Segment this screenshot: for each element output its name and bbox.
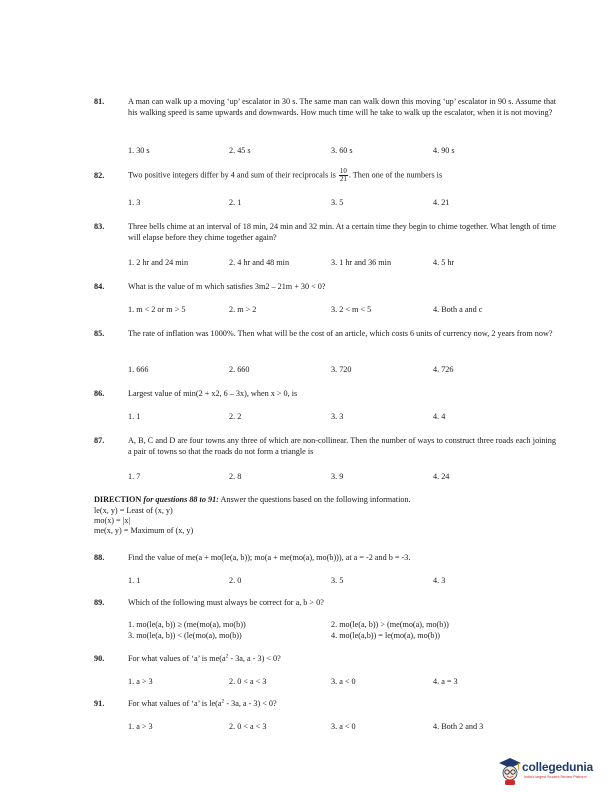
options-82 xyxy=(128,198,558,210)
question-number: 90. xyxy=(94,654,105,663)
option-3: 3. 5 xyxy=(331,576,344,585)
definition-mo: mo(x) = |x| xyxy=(94,515,131,525)
question-text: A man can walk up a moving ‘up’ escalator in 30 s. The same man can walk down this moving ‘up’ escalator in 90 s. Assume that his walking speed is same upwards and downwards. How much time will he take to walk up the escalator, when it is not moving? xyxy=(128,97,556,117)
direction-range: for questions 88 to 91: xyxy=(143,495,219,504)
question-89 xyxy=(94,598,556,609)
option-3: 3. 1 hr and 36 min xyxy=(331,258,392,267)
fraction-denominator: 21 xyxy=(339,175,347,183)
option-2: 2. mo(le(a, b)) > (me(mo(a), mo(b)) xyxy=(331,620,449,629)
question-text: Find the value of me(a + mo(le(a, b)); mo(a + me(mo(a), mo(b))), at a = -2 and b = -3. xyxy=(128,553,411,562)
question-number: 82. xyxy=(94,171,105,180)
question-number: 88. xyxy=(94,553,105,562)
question-90 xyxy=(94,654,556,665)
question-86 xyxy=(94,389,556,400)
option-4: 4. 21 xyxy=(433,198,450,207)
option-4: 4. Both 2 and 3 xyxy=(433,722,484,731)
option-1: 1. a > 3 xyxy=(128,722,153,731)
option-1: 1. a > 3 xyxy=(128,677,153,686)
option-4: 4. 24 xyxy=(433,472,450,481)
question-number: 87. xyxy=(94,436,105,445)
option-2: 2. 0 xyxy=(229,576,242,585)
option-3: 3. mo(le(a, b)) < (le(mo(a), mo(b)) xyxy=(128,631,242,640)
option-3: 3. 5 xyxy=(331,198,344,207)
options-89 xyxy=(128,620,558,642)
option-1: 1. 1 xyxy=(128,412,141,421)
question-number: 83. xyxy=(94,222,105,231)
question-number: 86. xyxy=(94,389,105,398)
question-88 xyxy=(94,553,556,564)
option-4: 4. 726 xyxy=(433,365,454,374)
definition-le: le(x, y) = Least of (x, y) xyxy=(94,505,173,515)
option-3: 3. 9 xyxy=(331,472,344,481)
question-text: What is the value of m which satisfies 3m2 – 21m + 30 < 0? xyxy=(128,282,326,291)
logo-tagline: India's largest Student Review Platform xyxy=(524,775,587,779)
direction-instruction: Answer the questions based on the following information. xyxy=(218,495,411,504)
question-number: 91. xyxy=(94,699,105,708)
option-3: 3. a < 0 xyxy=(331,677,356,686)
question-82 xyxy=(94,168,556,183)
option-3: 3. 720 xyxy=(331,365,352,374)
option-1: 1. 666 xyxy=(128,365,149,374)
direction-heading xyxy=(94,495,564,506)
options-81 xyxy=(128,146,558,158)
options-91 xyxy=(128,722,558,734)
question-number: 84. xyxy=(94,282,105,291)
question-text: Which of the following must always be correct for a, b > 0? xyxy=(128,598,324,607)
question-text: Largest value of min(2 + x2, 6 – 3x), when x > 0, is xyxy=(128,389,298,398)
option-3: 3. 60 s xyxy=(331,146,353,155)
option-1: 1. mo(le(a, b)) ≥ (me(mo(a), mo(b)) xyxy=(128,620,246,629)
superscript: 2 xyxy=(221,698,225,705)
options-90 xyxy=(128,677,558,689)
fraction xyxy=(339,168,348,183)
question-text: Three bells chime at an interval of 18 min, 24 min and 32 min. At a certain time they begin to chime together. What length of time will elapse before they chime together again? xyxy=(128,222,556,242)
option-1: 1. 30 s xyxy=(128,146,150,155)
option-2: 2. 660 xyxy=(229,365,250,374)
option-4: 4. Both a and c xyxy=(433,305,483,314)
question-text-after: - 3a, a - 3) < 0? xyxy=(228,654,281,663)
question-text-before: For what values of ‘a’ is le(a xyxy=(128,699,222,708)
question-text: The rate of inflation was 1000%. Then what will be the cost of an article, which costs 6 units of currency now, 2 years from now? xyxy=(128,329,553,338)
direction-block xyxy=(94,495,564,536)
option-4: 4. mo(le(a,b)) = le(mo(a), mo(b)) xyxy=(331,631,440,640)
graduate-mascot-icon xyxy=(498,756,522,786)
option-3: 3. 2 < m < 5 xyxy=(331,305,372,314)
options-85 xyxy=(128,365,558,377)
question-84 xyxy=(94,282,556,293)
definition-me: me(x, y) = Maximum of (x, y) xyxy=(94,526,194,536)
option-4: 4. 3 xyxy=(433,576,446,585)
option-2: 2. 0 < a < 3 xyxy=(229,677,267,686)
option-1: 1. 7 xyxy=(128,472,141,481)
question-text xyxy=(128,654,556,665)
option-2: 2. 4 hr and 48 min xyxy=(229,258,290,267)
option-4: 4. a = 3 xyxy=(433,677,458,686)
options-87 xyxy=(128,472,558,484)
question-number: 81. xyxy=(94,97,105,106)
question-text: A, B, C and D are four towns any three of which are non-collinear. Then the number of ways to construct three roads each joining a pair of towns so that the roads do not form a triangle is xyxy=(128,436,556,456)
option-2: 2. 8 xyxy=(229,472,242,481)
question-text-before: For what values of ‘a’ is me(a xyxy=(128,654,226,663)
question-text xyxy=(128,168,556,183)
option-1: 1. 2 hr and 24 min xyxy=(128,258,189,267)
option-2: 2. 1 xyxy=(229,198,242,207)
option-2: 2. 0 < a < 3 xyxy=(229,722,267,731)
question-87 xyxy=(94,436,556,457)
option-4: 4. 4 xyxy=(433,412,446,421)
option-4: 4. 90 s xyxy=(433,146,455,155)
option-2: 2. m > 2 xyxy=(229,305,257,314)
question-text-after: - 3a, a - 3) < 0? xyxy=(224,699,277,708)
options-86 xyxy=(128,412,558,424)
logo-wordmark: collegedunia xyxy=(522,760,593,774)
question-number: 89. xyxy=(94,598,105,607)
options-row xyxy=(128,620,558,631)
question-number: 85. xyxy=(94,329,105,338)
question-85 xyxy=(94,329,556,340)
options-88 xyxy=(128,576,558,588)
question-text-after: . Then one of the numbers is xyxy=(348,170,443,180)
options-84 xyxy=(128,305,558,317)
definitions xyxy=(94,506,564,537)
direction-label: DIRECTION xyxy=(94,495,142,504)
options-83 xyxy=(128,258,558,270)
options-row xyxy=(128,631,558,642)
option-2: 2. 45 s xyxy=(229,146,251,155)
option-3: 3. 3 xyxy=(331,412,344,421)
option-3: 3. a < 0 xyxy=(331,722,356,731)
collegedunia-logo xyxy=(498,754,608,788)
question-83 xyxy=(94,222,556,243)
question-text xyxy=(128,699,556,710)
fraction-numerator: 10 xyxy=(339,167,347,175)
option-4: 4. 5 hr xyxy=(433,258,455,267)
question-81 xyxy=(94,97,556,118)
option-1: 1. 3 xyxy=(128,198,141,207)
superscript: 2 xyxy=(225,653,229,660)
option-2: 2. 2 xyxy=(229,412,242,421)
option-1: 1. 1 xyxy=(128,576,141,585)
question-91 xyxy=(94,699,556,710)
question-text-before: Two positive integers differ by 4 and sum of their reciprocals is xyxy=(128,170,336,180)
option-1: 1. m < 2 or m > 5 xyxy=(128,305,186,314)
